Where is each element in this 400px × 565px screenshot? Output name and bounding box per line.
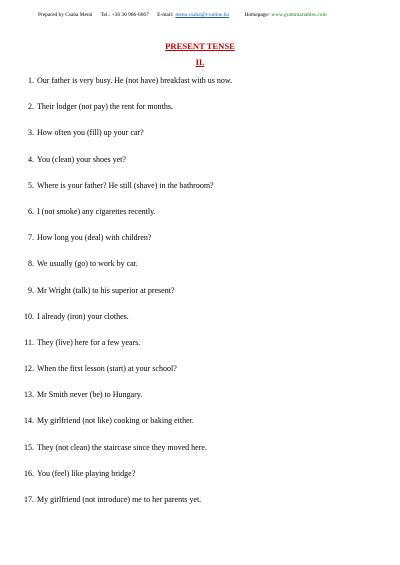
- list-item: [20, 364, 390, 390]
- item-number: 2.: [28, 102, 34, 112]
- item-number: 4.: [28, 154, 34, 164]
- item-text: How often you (fill) up your car?: [37, 128, 144, 138]
- list-item: [20, 181, 390, 207]
- item-number: 1.: [28, 76, 34, 85]
- item-text: I (not smoke) any cigarettes recently.: [37, 206, 156, 216]
- item-text: Their lodger (not pay) the rent for months.: [37, 102, 173, 112]
- list-item: [20, 233, 390, 259]
- email-label: E-mail: meno.csaba@t-online.hu: [157, 12, 230, 18]
- item-number: 9.: [28, 285, 34, 295]
- item-number: 12.: [24, 364, 34, 374]
- item-text: We usually (go) to work by car.: [37, 259, 138, 269]
- item-text: Where is your father? He still (shave) in the bathroom?: [37, 180, 214, 190]
- author-text: Prepared by Csaba Menő: [38, 12, 93, 18]
- phone-text: Tel.: +36 30 986-6667: [100, 12, 149, 18]
- list-item: [20, 312, 390, 338]
- list-item: [20, 102, 390, 128]
- item-text: My girlfriend (not like) cooking or baking either.: [37, 416, 194, 426]
- list-item: [20, 469, 390, 495]
- list-item: [20, 495, 390, 521]
- item-number: 13.: [24, 390, 34, 400]
- list-item: [20, 390, 390, 416]
- item-number: 7.: [28, 233, 34, 243]
- homepage-link[interactable]: www.grammartables.com: [271, 12, 327, 18]
- item-number: 14.: [24, 416, 34, 426]
- item-number: 16.: [24, 468, 34, 478]
- page-title: PRESENT TENSE: [165, 41, 235, 51]
- item-text: Mr Smith never (be) to Hungary.: [37, 390, 143, 400]
- item-text: Mr Wright (talk) to his superior at present?: [37, 285, 175, 295]
- list-item: [20, 443, 390, 469]
- list-item: [20, 76, 390, 102]
- item-number: 17.: [24, 495, 34, 504]
- item-number: 5.: [28, 180, 34, 190]
- item-number: 11.: [24, 337, 34, 347]
- list-item: [20, 155, 390, 181]
- item-text: When the first lesson (start) at your school?: [37, 364, 177, 374]
- item-text: My girlfriend (not introduce) me to her parents yet.: [37, 495, 202, 504]
- item-text: They (live) here for a few years.: [37, 337, 141, 347]
- item-text: They (not clean) the staircase since they moved here.: [37, 442, 207, 452]
- item-text: You (clean) your shoes yet?: [37, 154, 126, 164]
- page-subtitle: II.: [195, 57, 205, 67]
- list-item: [20, 416, 390, 442]
- item-number: 15.: [24, 442, 34, 452]
- item-number: 10.: [24, 311, 34, 321]
- item-number: 3.: [28, 128, 34, 138]
- email-link[interactable]: meno.csaba@t-online.hu: [175, 12, 230, 18]
- item-number: 8.: [28, 259, 34, 269]
- list-item: [20, 128, 390, 154]
- item-text: Our father is very busy. He (not have) breakfast with us now.: [37, 76, 233, 85]
- item-number: 6.: [28, 206, 34, 216]
- list-item: [20, 259, 390, 285]
- item-text: How long you (deal) with children?: [37, 233, 152, 243]
- list-item: [20, 286, 390, 312]
- list-item: [20, 207, 390, 233]
- page-header: [38, 12, 390, 19]
- homepage-label: Homepage: www.grammartables.com: [244, 12, 327, 18]
- list-item: [20, 338, 390, 364]
- item-text: I already (iron) your clothes.: [37, 311, 129, 321]
- exercise-list: [20, 76, 390, 521]
- item-text: You (feel) like playing bridge?: [37, 468, 136, 478]
